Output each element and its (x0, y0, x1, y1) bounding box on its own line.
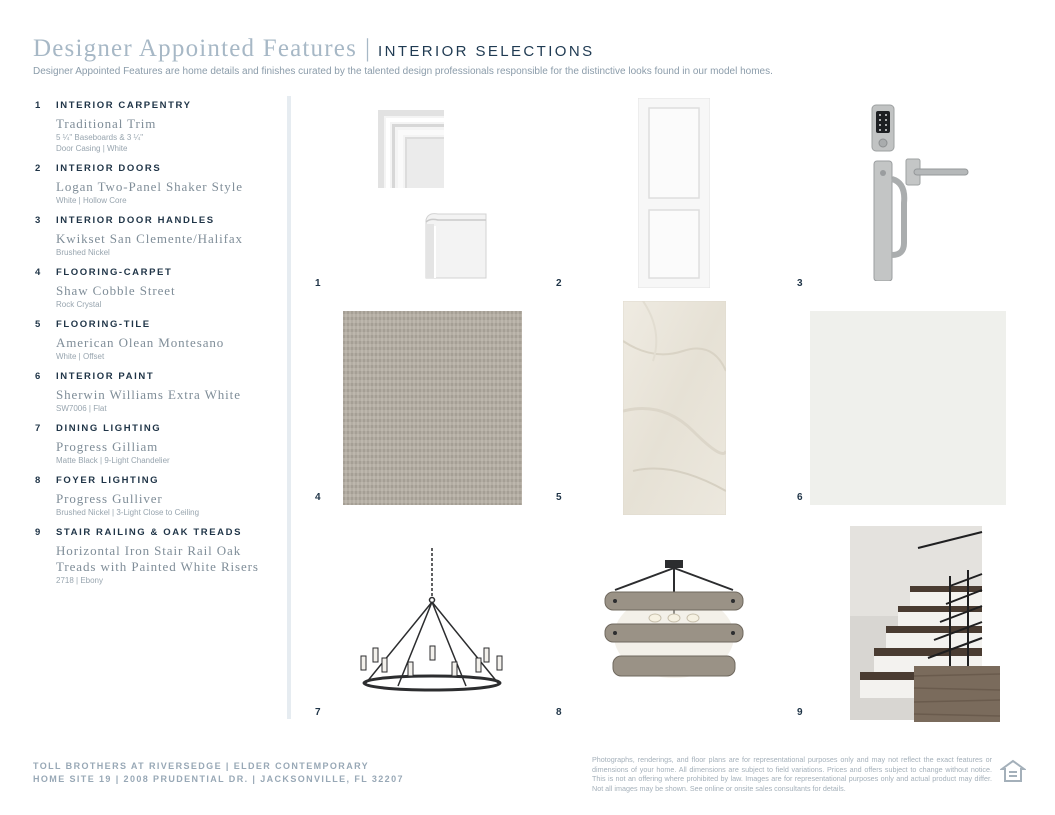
selection-category: INTERIOR DOOR HANDLES (56, 215, 215, 226)
selection-header (35, 370, 280, 383)
selection-product-name: American Olean Montesano (56, 335, 225, 350)
title-subtitle: INTERIOR SELECTIONS (378, 43, 595, 60)
selection-number: 5 (35, 319, 42, 330)
selection-item (35, 318, 280, 362)
selection-detail: SW7006 | Flat (56, 404, 107, 413)
selection-header (35, 318, 280, 331)
selection-header (35, 99, 280, 112)
legal-disclaimer: Photographs, renderings, and floor plans are for representational purposes only and may not reflect the exact features or dimensions of your home. All dimensions are subject to field variations. Prices and offers subject to change without notice. This is not an offering where prohibited by law. Images are for representational purposes only and actual product may differ. Not all images may be shown. See online or onsite sales consultants for details. (592, 755, 992, 793)
selection-number: 9 (35, 527, 42, 538)
selection-product-name: Kwikset San Clemente/Halifax (56, 231, 243, 246)
title-separator: | (365, 35, 371, 62)
shaker-door-image (638, 98, 710, 288)
selection-number: 4 (35, 267, 42, 278)
grid-label-8: 8 (556, 707, 562, 718)
handleset-image (860, 103, 970, 281)
selection-product-name: Sherwin Williams Extra White (56, 387, 241, 402)
selection-header (35, 214, 280, 227)
page-title (33, 34, 595, 67)
selection-item (35, 99, 280, 154)
homesite-address-line: HOME SITE 19 | 2008 PRUDENTIAL DR. | JACKSONVILLE, FL 32207 (33, 774, 404, 784)
selection-header (35, 526, 280, 539)
selection-number: 7 (35, 423, 42, 434)
foyer-light-image (603, 560, 745, 686)
selection-header (35, 474, 280, 487)
grid-label-4: 4 (315, 492, 321, 503)
selection-header (35, 422, 280, 435)
grid-label-9: 9 (797, 707, 803, 718)
selection-detail: Brushed Nickel | 3-Light Close to Ceiling (56, 508, 200, 517)
selection-category: FLOORING-TILE (56, 319, 151, 330)
selection-item (35, 370, 280, 414)
selection-header (35, 266, 280, 279)
community-info (33, 760, 404, 786)
selection-item (35, 526, 280, 586)
selection-detail: Rock Crystal (56, 300, 102, 309)
grid-label-1: 1 (315, 278, 321, 289)
selection-product-name: Horizontal Iron Stair Rail Oak Treads with Painted White Risers (56, 543, 259, 574)
selection-list (35, 99, 280, 594)
tile-swatch-image (623, 301, 726, 515)
selection-detail: 2718 | Ebony (56, 576, 104, 585)
selection-item (35, 214, 280, 258)
selection-detail: Door Casing | White (56, 144, 128, 153)
grid-label-6: 6 (797, 492, 803, 503)
selection-item (35, 266, 280, 310)
title-main: Designer Appointed Features (33, 35, 358, 62)
selection-number: 2 (35, 163, 42, 174)
selection-product-name: Traditional Trim (56, 116, 157, 131)
selection-number: 1 (35, 100, 42, 111)
selection-number: 3 (35, 215, 42, 226)
selection-item (35, 422, 280, 466)
trim-casing-image (378, 110, 444, 188)
selection-product-name: Progress Gilliam (56, 439, 159, 454)
selection-product-name: Shaw Cobble Street (56, 283, 176, 298)
page-description: Designer Appointed Features are home details and finishes curated by the talented design professionals responsible for the distinctive looks found in our model homes. (33, 66, 773, 77)
carpet-swatch-image (343, 311, 522, 505)
selection-item (35, 162, 280, 206)
selection-category: FOYER LIGHTING (56, 475, 160, 486)
column-divider (287, 96, 291, 719)
equal-housing-opportunity-icon (1000, 759, 1026, 785)
selection-category: STAIR RAILING & OAK TREADS (56, 527, 243, 538)
selection-detail: 5 ¼" Baseboards & 3 ¼" (56, 133, 144, 142)
selection-detail: White | Offset (56, 352, 105, 361)
selection-detail: White | Hollow Core (56, 196, 127, 205)
selection-header (35, 162, 280, 175)
stair-railing-image (850, 526, 1000, 722)
selection-item (35, 474, 280, 518)
selection-category: DINING LIGHTING (56, 423, 162, 434)
baseboard-image (420, 210, 488, 280)
selection-number: 6 (35, 371, 42, 382)
grid-label-5: 5 (556, 492, 562, 503)
grid-label-3: 3 (797, 278, 803, 289)
selection-category: INTERIOR PAINT (56, 371, 155, 382)
paint-swatch-image (810, 311, 1006, 505)
selection-detail: Brushed Nickel (56, 248, 110, 257)
grid-label-2: 2 (556, 278, 562, 289)
selection-product-name: Logan Two-Panel Shaker Style (56, 179, 243, 194)
selection-category: FLOORING-CARPET (56, 267, 173, 278)
selection-detail: Matte Black | 9-Light Chandelier (56, 456, 170, 465)
chandelier-image (358, 548, 506, 693)
community-line: TOLL BROTHERS AT RIVERSEDGE | ELDER CONTEMPORARY (33, 761, 370, 771)
selection-product-name: Progress Gulliver (56, 491, 163, 506)
selection-number: 8 (35, 475, 42, 486)
grid-label-7: 7 (315, 707, 321, 718)
selection-category: INTERIOR DOORS (56, 163, 162, 174)
selection-category: INTERIOR CARPENTRY (56, 100, 192, 111)
